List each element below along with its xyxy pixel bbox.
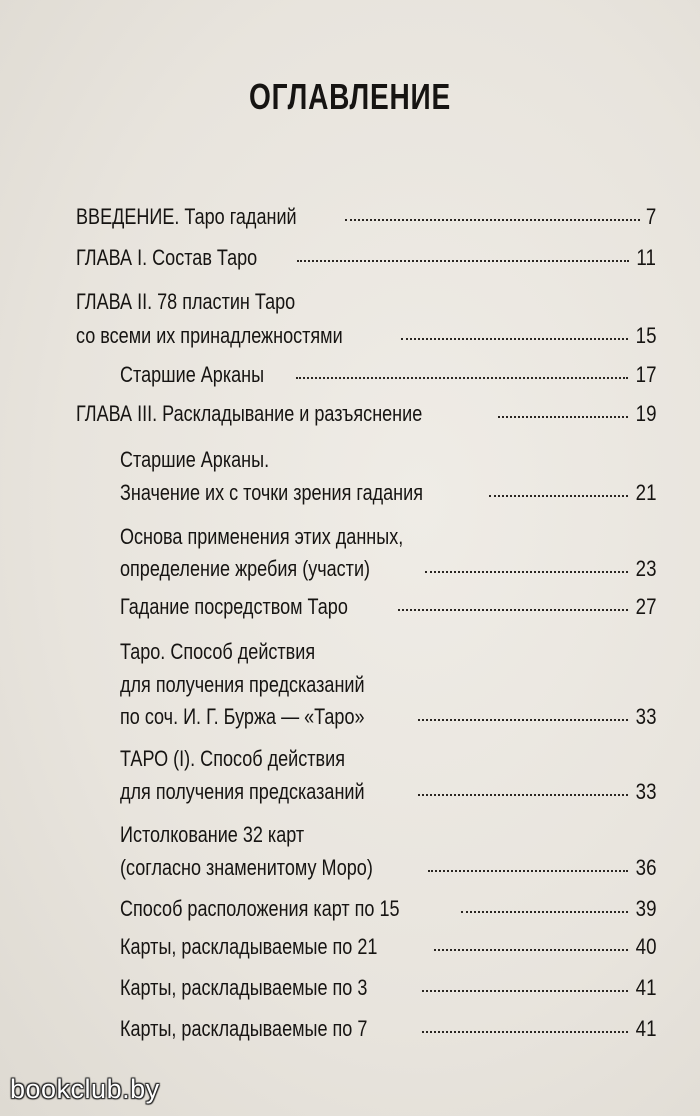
toc-entry-layout-3[interactable] xyxy=(120,975,656,1001)
toc-entry-title: Старшие Арканы xyxy=(120,362,265,387)
dot-leader xyxy=(401,338,627,340)
toc-entry-burzh-line-2[interactable] xyxy=(120,672,656,698)
toc-page-number: 33 xyxy=(635,779,656,804)
toc-entry-title: для получения предсказаний xyxy=(120,779,365,804)
site-watermark: bookclub.by xyxy=(10,1074,160,1104)
dot-leader xyxy=(422,1031,628,1033)
toc-entry-burzh[interactable] xyxy=(120,704,656,730)
dot-leader xyxy=(418,794,627,796)
toc-entry-chapter-3[interactable] xyxy=(76,401,656,427)
toc-entry-title: Карты, раскладываемые по 21 xyxy=(120,934,378,959)
toc-entry-title: ТАРО (I). Способ действия xyxy=(120,746,345,771)
dot-leader xyxy=(398,609,628,611)
toc-entry-chapter-2[interactable] xyxy=(76,323,656,349)
dot-leader xyxy=(489,495,627,497)
dot-leader xyxy=(425,571,628,573)
toc-entry-title: Карты, раскладываемые по 3 xyxy=(120,975,368,1000)
toc-page-number: 19 xyxy=(635,401,656,426)
toc-entry-layout-21[interactable] xyxy=(120,934,656,960)
dot-leader xyxy=(297,260,629,262)
dot-leader xyxy=(418,719,627,721)
dot-leader xyxy=(498,416,627,418)
toc-entry-title: Способ расположения карт по 15 xyxy=(120,896,400,921)
toc-entry-title: Значение их с точки зрения гадания xyxy=(120,480,423,505)
toc-entry-chapter-1[interactable] xyxy=(76,245,656,271)
toc-entry-layout-7[interactable] xyxy=(120,1016,656,1042)
toc-entry-title: ГЛАВА III. Раскладывание и разъяснение xyxy=(76,401,423,426)
toc-entry-title: Карты, раскладываемые по 7 xyxy=(120,1016,368,1041)
toc-entry-title: Основа применения этих данных, xyxy=(120,524,404,549)
toc-entry-title: ГЛАВА I. Состав Таро xyxy=(76,245,258,270)
toc-page-number: 7 xyxy=(645,204,656,229)
toc-entry-title: Истолкование 32 карт xyxy=(120,822,305,847)
dot-leader xyxy=(422,990,628,992)
toc-page-number: 21 xyxy=(635,480,656,505)
toc-page-number: 23 xyxy=(635,556,656,581)
toc-entry-32-cards-line-1[interactable] xyxy=(120,822,656,848)
page-title: ОГЛАВЛЕНИЕ xyxy=(248,76,452,117)
toc-entry-title: для получения предсказаний xyxy=(120,672,365,697)
dot-leader xyxy=(428,870,627,872)
dot-leader xyxy=(461,911,628,913)
toc-page-number: 27 xyxy=(635,594,656,619)
toc-entry-title: по соч. И. Г. Буржа — «Таро» xyxy=(120,704,365,729)
toc-entry-title: ВВЕДЕНИЕ. Таро гаданий xyxy=(76,204,297,229)
toc-entry-major-arcana[interactable] xyxy=(120,362,656,388)
toc-page-number: 40 xyxy=(635,934,656,959)
toc-entry-basis[interactable] xyxy=(120,556,656,582)
toc-page-number: 17 xyxy=(635,362,656,387)
toc-entry-title: ГЛАВА II. 78 пластин Таро xyxy=(76,289,296,314)
toc-entry-taro-1-line-1[interactable] xyxy=(120,746,656,772)
toc-entry-introduction[interactable] xyxy=(76,204,656,230)
toc-entry-burzh-line-1[interactable] xyxy=(120,639,656,665)
toc-page-number: 11 xyxy=(636,245,656,270)
toc-entry-title: (согласно знаменитому Моро) xyxy=(120,855,373,880)
toc-entry-title: Таро. Способ действия xyxy=(120,639,316,664)
toc-entry-title: определение жребия (участи) xyxy=(120,556,371,581)
toc-entry-divination[interactable] xyxy=(120,594,656,620)
toc-entry-32-cards[interactable] xyxy=(120,855,656,881)
toc-page-number: 41 xyxy=(635,1016,656,1041)
dot-leader xyxy=(296,377,628,379)
toc-entry-title: Старшие Арканы. xyxy=(120,447,270,472)
toc-entry-chapter-2-line-1[interactable] xyxy=(76,289,656,315)
toc-entry-title: Гадание посредством Таро xyxy=(120,594,348,619)
toc-entry-taro-1[interactable] xyxy=(120,779,656,805)
toc-page-number: 36 xyxy=(635,855,656,880)
toc-page-number: 15 xyxy=(635,323,656,348)
toc-page-number: 33 xyxy=(635,704,656,729)
toc-page-number: 39 xyxy=(635,896,656,921)
dot-leader xyxy=(345,219,640,221)
toc-page-number: 41 xyxy=(635,975,656,1000)
toc-entry-layout-15[interactable] xyxy=(120,896,656,922)
dot-leader xyxy=(434,949,628,951)
toc-entry-basis-line-1[interactable] xyxy=(120,524,656,550)
toc-entry-major-arcana-meaning-line-1[interactable] xyxy=(120,447,656,473)
toc-entry-title: со всеми их принадлежностями xyxy=(76,323,343,348)
toc-entry-major-arcana-meaning[interactable] xyxy=(120,480,656,506)
